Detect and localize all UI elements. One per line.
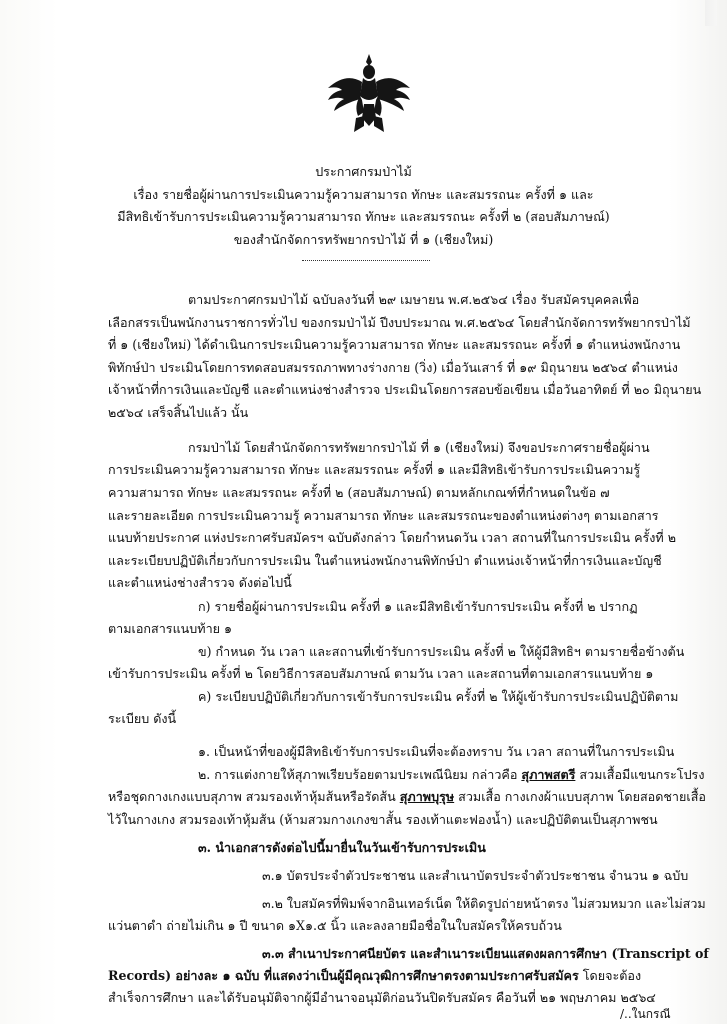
separator-dots	[302, 260, 430, 261]
rule-2-text: ๒. การแต่งกายให้สุภาพเรียบร้อยตามประเพณีนิยม กล่าวคือ	[198, 767, 522, 782]
garuda-emblem-icon	[322, 52, 416, 136]
rule-2-text: สวมเสื้อ กางเกงผ้าแบบสุภาพ โดยสอดชายเสื้อ	[454, 789, 706, 804]
p1-line: พิทักษ์ป่า ประเมินโดยการทดสอบสมรรถภาพทางร่างกาย (วิ่ง) เมื่อวันเสาร์ ที่ ๑๙ มิถุนายน ๒๕๖๔ ตำแหน่ง	[108, 360, 678, 375]
subject-line-3: ของสำนักจัดการทรัพยากรป่าไม้ ที่ ๑ (เชียงใหม่)	[233, 232, 494, 247]
item-b-line-1: ข) กำหนด วัน เวลา และสถานที่เข้ารับการประเมิน ครั้งที่ ๒ ให้ผู้มีสิทธิฯ ตามรายชื่อข้างต้น	[198, 644, 685, 659]
p2-line: และตำแหน่งช่างสำรวจ ดังต่อไปนี้	[108, 575, 292, 590]
rule-3-3-line-2	[108, 966, 641, 986]
men-label: สุภาพบุรุษ	[399, 789, 455, 804]
women-label: สุภาพสตรี	[521, 767, 576, 782]
rule-2-line-2	[108, 787, 706, 807]
rule-1: ๑. เป็นหน้าที่ของผู้มีสิทธิเข้ารับการประเมินที่จะต้องทราบ วัน เวลา สถานที่ในการประเมิน	[198, 744, 675, 759]
p2-line: และระเบียบปฏิบัติเกี่ยวกับการประเมิน ในตำแหน่งพนักงานพิทักษ์ป่า ตำแหน่งเจ้าหน้าที่การเงินและบัญชี	[108, 553, 662, 568]
rule-3-3-line-1: ๓.๓ สำเนาประกาศนียบัตร และสำเนาระเบียนแสดงผลการศึกษา (Transcript of	[262, 946, 709, 961]
item-a-line-1: ก) รายชื่อผู้ผ่านการประเมิน ครั้งที่ ๑ และมีสิทธิเข้ารับการประเมิน ครั้งที่ ๒ ปรากฏ	[198, 599, 638, 614]
scan-edge	[705, 0, 717, 26]
rule-2-text: หรือชุดกางเกงแบบสุภาพ สวมรองเท้าหุ้มส้นหรือรัดส้น	[108, 789, 400, 804]
rule-3-3-line-3: สำเร็จการศึกษา และได้รับอนุมัติจากผู้มีอำนาจอนุมัติก่อนวันปิดรับสมัคร คือวันที่ ๒๑ พฤษภาคม ๒๕๖๔	[108, 990, 656, 1005]
rule-3-heading: ๓. นำเอกสารดังต่อไปนี้มายื่นในวันเข้ารับการประเมิน	[198, 840, 486, 855]
rule-2-line-1	[198, 765, 704, 785]
continued-marker: /..ในกรณี	[620, 1007, 671, 1021]
rule-3-3-text: โดยจะต้อง	[578, 968, 642, 983]
rule-2-text: สวมเสื้อมีแขนกระโปรง	[575, 767, 705, 782]
rule-3-2-line-2: แว่นตาดำ ถ่ายไม่เกิน ๑ ปี ขนาด ๑X๑.๕ นิ้ว และลงลายมือชื่อในใบสมัครให้ครบถ้วน	[108, 918, 562, 933]
p2-line: ความสามารถ ทักษะ และสมรรถนะ ครั้งที่ ๒ (สอบสัมภาษณ์) ตามหลักเกณฑ์ที่กำหนดในข้อ ๗	[108, 485, 610, 500]
item-c-line-1: ค) ระเบียบปฏิบัติเกี่ยวกับการเข้ารับการประเมิน ครั้งที่ ๒ ให้ผู้เข้ารับการประเมินปฏิบัติตาม	[198, 689, 679, 704]
rule-3-3-bold: Records) อย่างละ ๑ ฉบับ ที่แสดงว่าเป็นผู้มีคุณวุฒิการศึกษาตรงตามประกาศรับสมัคร	[108, 968, 579, 983]
announcement-title: ประกาศกรมป่าไม้	[315, 164, 412, 179]
p1-line: เลือกสรรเป็นพนักงานราชการทั่วไป ของกรมป่าไม้ ปีงบประมาณ พ.ศ.๒๕๖๔ โดยสำนักจัดการทรัพยากรป่าไม้	[108, 315, 691, 330]
p2-line: แนบท้ายประกาศ แห่งประกาศรับสมัครฯ ฉบับดังกล่าว โดยกำหนดวัน เวลา สถานที่ในการประเมิน ครั้งที่ ๒	[108, 530, 677, 545]
subject-line-2: มีสิทธิเข้ารับการประเมินความรู้ความสามารถ ทักษะ และสมรรถนะ ครั้งที่ ๒ (สอบสัมภาษณ์)	[117, 209, 610, 224]
item-c-line-2: ระเบียบ ดังนี้	[108, 711, 177, 726]
rule-2-line-3: ไว้ในกางเกง สวมรองเท้าหุ้มส้น (ห้ามสวมกางเกงขาสั้น รองเท้าแตะฟองน้ำ) และปฏิบัติตนเป็นสุภาพชน	[108, 812, 658, 827]
p2-line: กรมป่าไม้ โดยสำนักจัดการทรัพยากรป่าไม้ ที่ ๑ (เชียงใหม่) จึงขอประกาศรายชื่อผู้ผ่าน	[188, 440, 650, 455]
rule-3-1: ๓.๑ บัตรประจำตัวประชาชน และสำเนาบัตรประจำตัวประชาชน จำนวน ๑ ฉบับ	[262, 868, 689, 883]
p1-line: ๒๕๖๔ เสร็จสิ้นไปแล้ว นั้น	[108, 405, 249, 420]
p2-line: และรายละเอียด การประเมินความรู้ ความสามารถ ทักษะ และสมรรถนะของตำแหน่งต่างๆ ตามเอกสาร	[108, 508, 659, 523]
rule-3-2-line-1: ๓.๒ ใบสมัครที่พิมพ์จากอินเทอร์เน็ต ให้ติดรูปถ่ายหน้าตรง ไม่สวมหมวก และไม่สวม	[262, 896, 706, 911]
p1-line: ที่ ๑ (เชียงใหม่) ได้ดำเนินการประเมินความรู้ความสามารถ ทักษะ และสมรรถนะ ครั้งที่ ๑ ตำแหน่งพนักงาน	[108, 337, 681, 352]
p1-line: เจ้าหน้าที่การเงินและบัญชี และตำแหน่งช่างสำรวจ ประเมินโดยการสอบข้อเขียน เมื่อวันอาทิตย์ ที่ ๒๐ มิถุนายน	[108, 382, 702, 397]
p2-line: การประเมินความรู้ความสามารถ ทักษะ และสมรรถนะ ครั้งที่ ๑ และมีสิทธิเข้ารับการประเมินความรู้	[108, 462, 641, 477]
item-a-line-2: ตามเอกสารแนบท้าย ๑	[108, 621, 233, 636]
subject-line-1: เรื่อง รายชื่อผู้ผ่านการประเมินความรู้ความสามารถ ทักษะ และสมรรถนะ ครั้งที่ ๑ และ	[133, 187, 594, 202]
item-b-line-2: เข้ารับการประเมิน ครั้งที่ ๒ โดยวิธีการสอบสัมภาษณ์ ตามวัน เวลา และสถานที่ตามเอกสารแนบท้าย ๑	[108, 666, 654, 681]
p1-line: ตามประกาศกรมป่าไม้ ฉบับลงวันที่ ๒๙ เมษายน พ.ศ.๒๕๖๔ เรื่อง รับสมัครบุคคลเพื่อ	[188, 292, 640, 307]
